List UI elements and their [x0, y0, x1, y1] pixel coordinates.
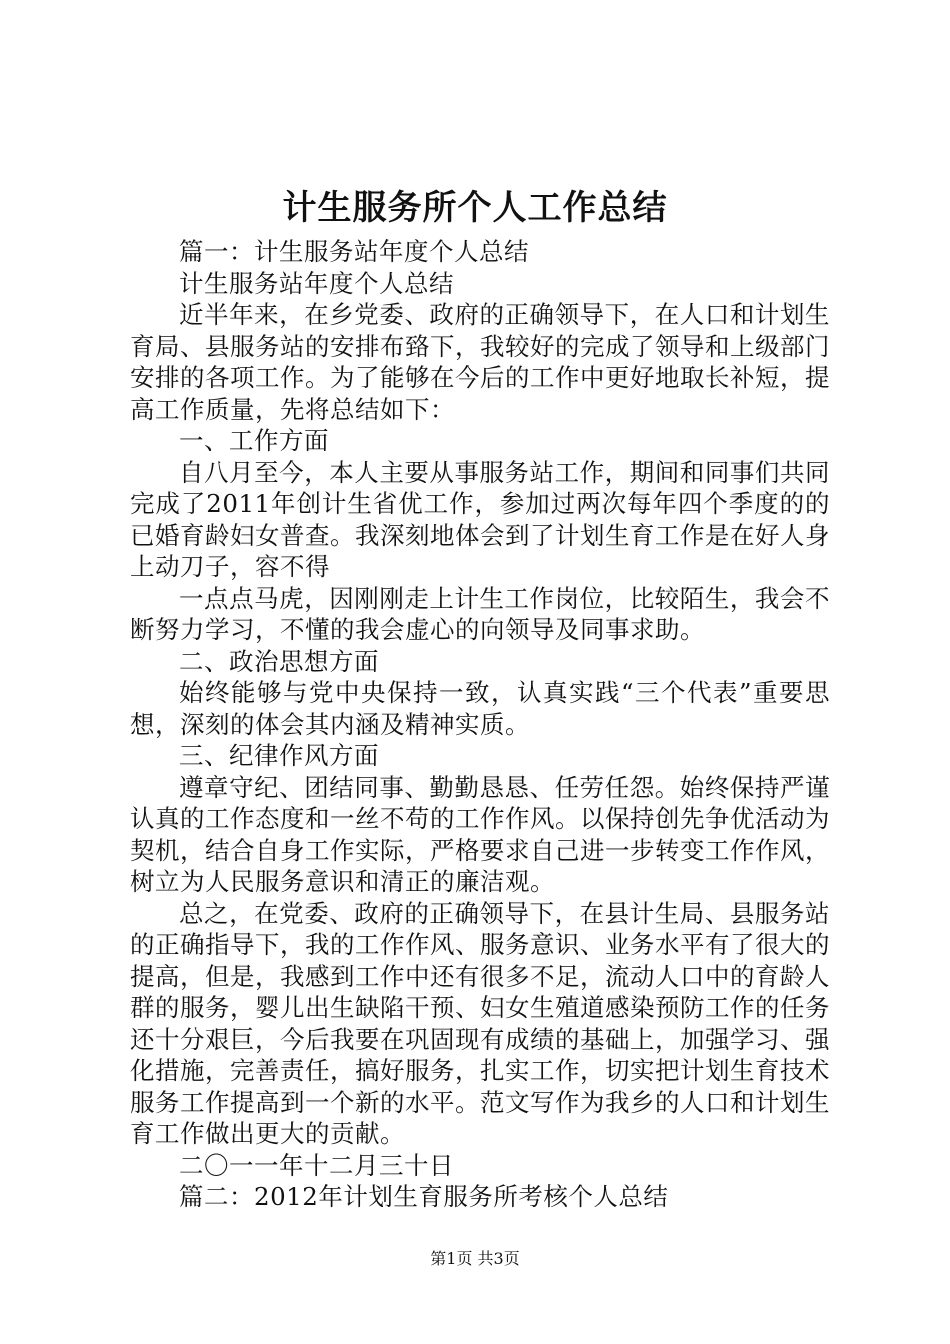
paragraph-subtitle: 计生服务站年度个人总结: [179, 268, 454, 298]
paragraph-section-discipline: 三、纪律作风方面: [179, 741, 379, 770]
paragraph-section-work: 一、工作方面: [179, 426, 329, 455]
document-body: [130, 236, 830, 1213]
paragraph-part-two-heading: 篇二：2012年计划生育服务所考核个人总结: [179, 1182, 669, 1211]
paragraph-politics-detail: 始终能够与党中央保持一致，认真实践“三个代表”重要思想，深刻的体会其内涵及精神实质。: [130, 678, 830, 739]
paragraph-work-continued: 一点点马虎，因刚刚走上计生工作岗位，比较陌生，我会不断努力学习，不懂的我会虚心的向领导及同事求助。: [130, 583, 830, 644]
page-number-footer: 第1页 共3页: [430, 1249, 520, 1268]
paragraph-work-detail: 自八月至今，本人主要从事服务站工作，期间和同事们共同完成了2011年创计生省优工作，参加过两次每年四个季度的的已婚育龄妇女普查。我深刻地体会到了计划生育工作是在好人身上动刀子，容不得: [130, 457, 830, 581]
paragraph-conclusion: 总之，在党委、政府的正确领导下，在县计生局、县服务站的正确指导下，我的工作作风、服务意识、业务水平有了很大的提高，但是，我感到工作中还有很多不足，流动人口中的育龄人群的服务，婴儿出生缺陷干预、妇女生殖道感染预防工作的任务还十分艰巨，今后我要在巩固现有成绩的基础上，加强学习、强化措施，完善责任，搞好服务，扎实工作，切实把计划生育技术服务工作提高到一个新的水平。范文写作为我乡的人口和计划生育工作做出更大的贡献。: [130, 898, 830, 1148]
paragraph-intro: 近半年来，在乡党委、政府的正确领导下，在人口和计划生育局、县服务站的安排布臵下，我较好的完成了领导和上级部门安排的各项工作。为了能够在今后的工作中更好地取长补短，提高工作质量，先将总结如下：: [130, 300, 830, 424]
paragraph-part-one-heading: 篇一：计生服务站年度个人总结: [179, 237, 529, 266]
paragraph-section-politics: 二、政治思想方面: [179, 646, 379, 676]
paragraph-discipline-detail: 遵章守纪、团结同事、勤勤恳恳、任劳任怨。始终保持严谨认真的工作态度和一丝不苟的工作作风。以保持创先争优活动为契机，结合自身工作实际，严格要求自己进一步转变工作作风，树立为人民服务意识和清正的廉洁观。: [130, 772, 830, 896]
document-title: 计生服务所个人工作总结: [282, 188, 668, 228]
paragraph-date: 二〇一一年十二月三十日: [179, 1150, 454, 1180]
